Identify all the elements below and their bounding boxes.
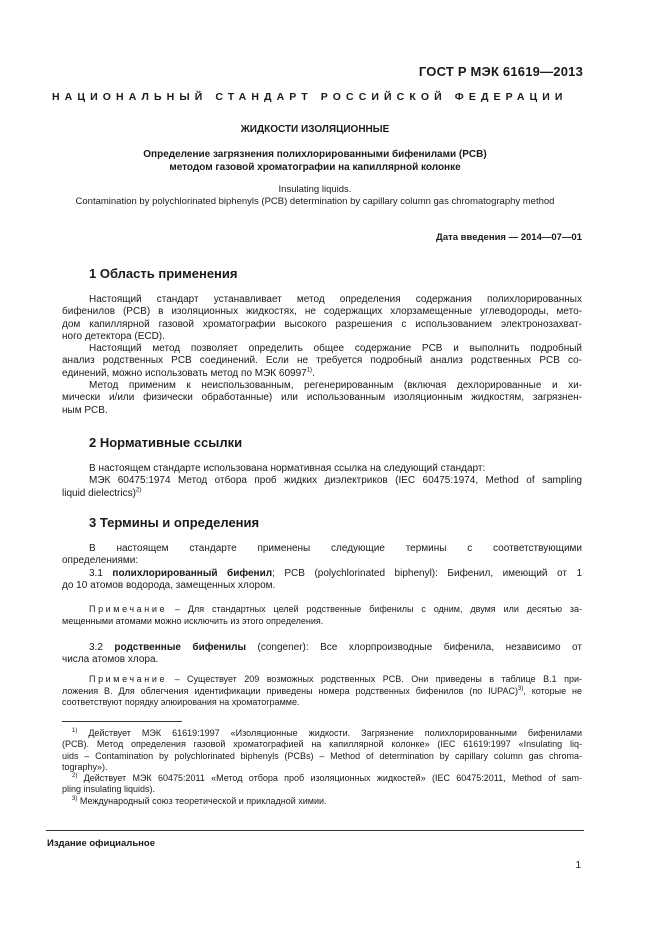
intro-date: Дата введения — 2014—07—01: [436, 232, 582, 243]
s1-p1-l1: Настоящий стандарт устанавливает метод определения содержания полихлорированных: [89, 294, 582, 305]
s3-p1-l1: В настоящем стандарте применены следующие термины с соответствующими: [89, 543, 582, 554]
s1-p3-l2: мически и/или физически обработанные) или использованным изоляционным жидкостям, загрязнен-: [62, 392, 582, 404]
page-number: 1: [575, 860, 581, 871]
english-title-line1: Insulating liquids.: [278, 184, 352, 195]
note-label: Примечание: [89, 604, 168, 614]
section1-text: [62, 294, 582, 417]
footer-divider: [46, 830, 584, 831]
document-subtitle-line1: Определение загрязнения полихлорированными бифенилами (PCB): [143, 149, 487, 160]
footnote-2: $^{2)}$ Действует МЭК 60475:2011 «Метод отбора проб изоляционных жидкостей» (IEC 60475:2011, Method of sam-: [72, 773, 582, 784]
term-3-2: 3.2 родственные бифенилы (congener): Все хлорпроизводные бифенила, независимо от: [89, 642, 582, 653]
s1-p1-l4: ного детектора (ECD).: [62, 330, 165, 342]
s1-p1-l3: дом капиллярной газовой хроматографии высокого разрешения с использованием электронозахват-: [62, 318, 582, 330]
english-title-line2: Contamination by polychlorinated biphenyls (PCB) determination by capillary column gas chromatography method: [75, 196, 555, 207]
s1-p2-l1: Настоящий метод позволяет определить общее содержание PCB и выполнить подробный: [89, 343, 582, 355]
s1-p3-l1: Метод применим к неиспользованным, регенерированным (включая дехлорированные и хи-: [89, 380, 582, 392]
s3-p1-l2: определениями:: [62, 555, 139, 567]
note-label: Примечание: [89, 674, 168, 684]
footnotes: $^{1)}$ Действует МЭК 61619:1997 «Изоляционные жидкости. Загрязнение полихлорированными бифенилами (PCB). Метод определения газовой хроматографией на капиллярной колонке» (IEC 61619:1997 «Insulating liq- uids – Contamination by polychlorinated biphenyls (PCBs) – Method of determination by capillary column gas chroma- tography»). $^{2)}$ Действует МЭК 60475:2011 «Метод отбора проб изоляционных жидкостей» (IEC 60475:2011, Method of sam- pling insulating liquids). $^{3)}$ Международный союз теоретической и прикладной химии.: [62, 728, 582, 806]
section3-text: [62, 543, 582, 592]
s1-p1-l2: бифенилов (PCB) в изоляционных жидкостях, не содержащих хлорзамещенные углеводороды, мето-: [62, 306, 582, 318]
footnote-1: $^{1)}$ Действует МЭК 61619:1997 «Изоляционные жидкости. Загрязнение полихлорированными бифенилами: [72, 728, 582, 738]
standard-number: ГОСТ Р МЭК 61619—2013: [418, 64, 583, 79]
s1-p2-l3: единений, можно использовать метод по МЭК 60997$^{1)}$.: [62, 367, 315, 379]
section2-text: [62, 463, 582, 500]
s1-p3-l3: ным PCB.: [62, 404, 108, 416]
s2-p2-l1: МЭК 60475:1974 Метод отбора проб жидких диэлектриков (IEC 60475:1974, Method of sampling: [89, 475, 582, 487]
edition-label: Издание официальное: [47, 838, 155, 849]
note-1: Примечание – Для стандартных целей родственные бифенилы с одним, двумя или десятью за- мещенными атомами можно исключить из этого определения.: [62, 604, 582, 626]
section2-heading: 2 Нормативные ссылки: [89, 435, 243, 450]
footnote-3: $^{3)}$ Международный союз теоретической и прикладной химии.: [72, 795, 327, 806]
note-2: Примечание – Существует 209 возможных родственных PCB. Они приведены в таблице В.1 при- ложения В. Для облегчения идентификации приведены номера родственных бифенилов (по IUPAC)$^{3)}$, которые не соответствуют порядку элюирования на хроматограмме.: [62, 674, 582, 707]
s2-p2-l2: liquid dielectrics)$^{2)}$: [62, 487, 142, 499]
term-congener: родственные бифенилы: [114, 642, 246, 653]
section1-heading: 1 Область применения: [89, 266, 238, 281]
term-3-2-l2: числа атомов хлора.: [62, 654, 159, 666]
footnote-divider: [62, 721, 182, 722]
section3-heading: 3 Термины и определения: [89, 515, 260, 530]
footnote-ref-1: 1): [306, 367, 313, 374]
term-3-1-l2: до 10 атомов водорода, замещенных хлором.: [62, 579, 276, 591]
national-standard-banner: НАЦИОНАЛЬНЫЙ СТАНДАРТ РОССИЙСКОЙ ФЕДЕРАЦИИ: [52, 91, 568, 103]
s1-p2-l2: анализ родственных PCB соединений. Если не требуется подробный анализ родственных PCB со-: [62, 355, 582, 367]
term-3-2-block: [62, 642, 582, 667]
s2-p1: В настоящем стандарте использована нормативная ссылка на следующий стандарт:: [89, 463, 486, 474]
document-title: ЖИДКОСТИ ИЗОЛЯЦИОННЫЕ: [240, 124, 390, 135]
term-3-1: 3.1 полихлорированный бифенил; PCB (polychlorinated biphenyl): Бифенил, имеющий от 1: [89, 567, 583, 579]
document-subtitle-line2: методом газовой хроматографии на капиллярной колонке: [169, 162, 461, 173]
footnote-ref-2: 2): [135, 487, 142, 494]
footnote-ref-3: 3): [518, 685, 524, 692]
term-pcb: полихлорированный бифенил: [112, 567, 273, 579]
